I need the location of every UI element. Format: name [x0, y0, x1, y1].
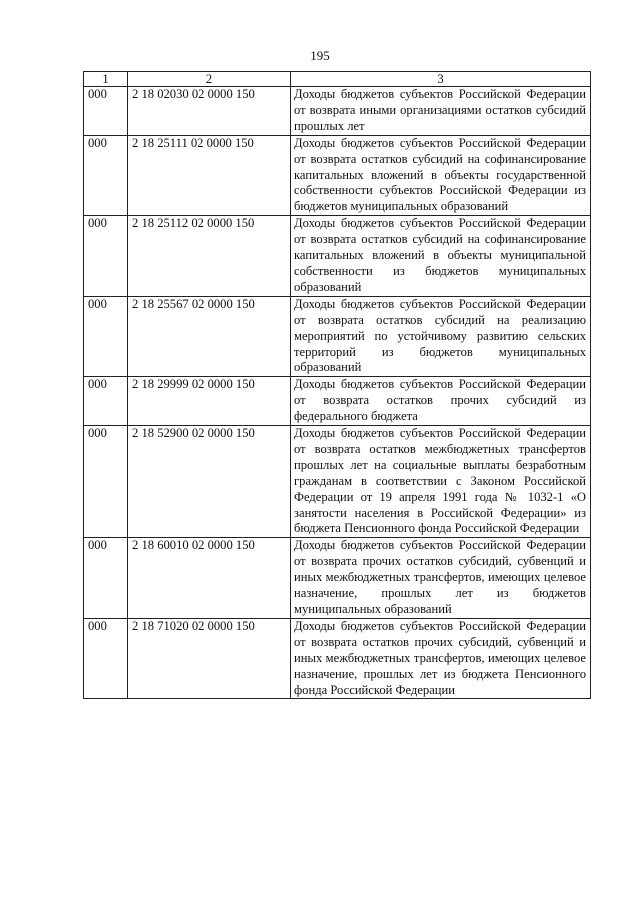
admin-code-cell: 000	[84, 135, 128, 216]
page-number: 195	[310, 48, 330, 63]
admin-code-cell: 000	[84, 87, 128, 136]
budget-code-cell: 2 18 29999 02 0000 150	[128, 377, 291, 426]
budget-code-cell: 2 18 02030 02 0000 150	[128, 87, 291, 136]
admin-code-cell: 000	[84, 538, 128, 619]
budget-code-cell: 2 18 25567 02 0000 150	[128, 296, 291, 377]
admin-code-cell: 000	[84, 377, 128, 426]
budget-revenue-table	[83, 71, 591, 699]
admin-code-cell: 000	[84, 426, 128, 538]
header-column-2: 2	[128, 72, 291, 87]
table-row	[84, 618, 591, 699]
table-row	[84, 216, 591, 297]
budget-code-cell: 2 18 25111 02 0000 150	[128, 135, 291, 216]
budget-code-cell: 2 18 52900 02 0000 150	[128, 426, 291, 538]
budget-code-cell: 2 18 25112 02 0000 150	[128, 216, 291, 297]
table-row	[84, 426, 591, 538]
admin-code-cell: 000	[84, 296, 128, 377]
table-row	[84, 135, 591, 216]
revenue-name-cell: Доходы бюджетов субъектов Российской Федерации от возврата остатков межбюджетных трансфертов прошлых лет на социальные выплаты безработным гражданам в соответствии с Законом Российской Федерации от 19 апреля 1991 года № 1032-1 «О занятости населения в Российской Федерации» из бюджета Пенсионного фонда Российской Федерации	[291, 426, 591, 538]
table-row	[84, 296, 591, 377]
table-row	[84, 377, 591, 426]
admin-code-cell: 000	[84, 216, 128, 297]
revenue-name-cell: Доходы бюджетов субъектов Российской Федерации от возврата остатков прочих субсидий из федерального бюджета	[291, 377, 591, 426]
revenue-name-cell: Доходы бюджетов субъектов Российской Федерации от возврата иными организациями остатков субсидий прошлых лет	[291, 87, 591, 136]
admin-code-cell: 000	[84, 618, 128, 699]
revenue-name-cell: Доходы бюджетов субъектов Российской Федерации от возврата остатков субсидий на софинансирование капитальных вложений в объекты государственной собственности субъектов Российской Федерации из бюджетов муниципальных образований	[291, 135, 591, 216]
header-column-3: 3	[291, 72, 591, 87]
table-header-row	[84, 72, 591, 87]
revenue-name-cell: Доходы бюджетов субъектов Российской Федерации от возврата остатков субсидий на реализацию мероприятий по устойчивому развитию сельских территорий из бюджетов муниципальных образований	[291, 296, 591, 377]
header-column-1: 1	[84, 72, 128, 87]
table-row	[84, 538, 591, 619]
budget-code-cell: 2 18 71020 02 0000 150	[128, 618, 291, 699]
revenue-name-cell: Доходы бюджетов субъектов Российской Федерации от возврата остатков субсидий на софинансирование капитальных вложений в объекты муниципальной собственности из бюджетов муниципальных образований	[291, 216, 591, 297]
revenue-name-cell: Доходы бюджетов субъектов Российской Федерации от возврата остатков прочих субсидий, субвенций и иных межбюджетных трансфертов, имеющих целевое назначение, прошлых лет из бюджета Пенсионного фонда Российской Федерации	[291, 618, 591, 699]
table-row	[84, 87, 591, 136]
budget-code-cell: 2 18 60010 02 0000 150	[128, 538, 291, 619]
revenue-name-cell: Доходы бюджетов субъектов Российской Федерации от возврата прочих остатков субсидий, субвенций и иных межбюджетных трансфертов, имеющих целевое назначение, прошлых лет из бюджетов муниципальных образований	[291, 538, 591, 619]
